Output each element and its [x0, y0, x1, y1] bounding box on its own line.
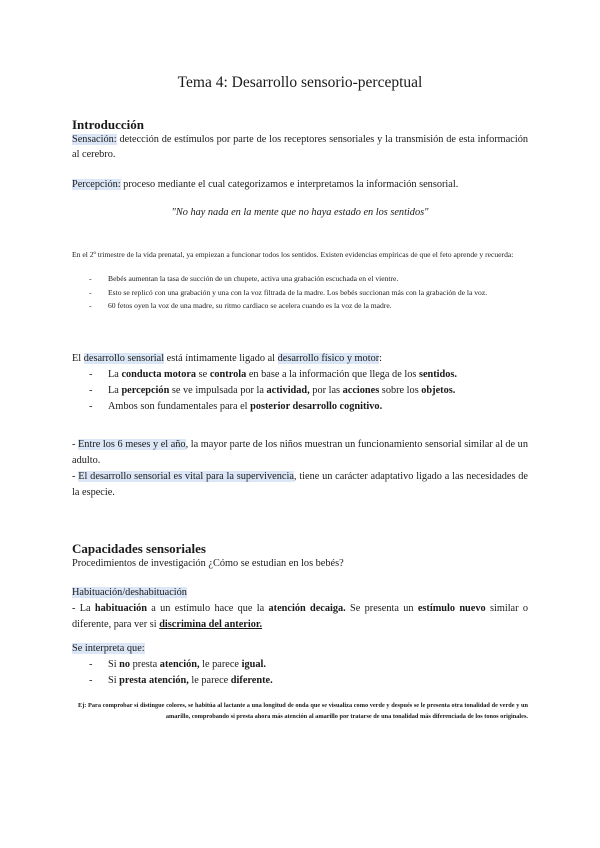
list-item: - Esto se replicó con una grabación y una con la voz filtrada de la madre. Los bebés succionan más con la grabación de la voz.: [89, 287, 488, 297]
highlight: Entre los 6 meses y el año: [78, 439, 186, 450]
list-item: - 60 fetos oyen la voz de una madre, su ritmo cardiaco se acelera cuando es la voz de la madre.: [89, 301, 392, 310]
list-item: - Si presta atención, le parece diferente.: [89, 675, 273, 686]
quote: "No hay nada en la mente que no haya estado en los sentidos": [171, 207, 429, 218]
percepcion-paragraph: [72, 177, 528, 192]
sensacion-paragraph: [72, 132, 528, 162]
ages-paragraph-1: - Entre los 6 meses y el año, la mayor parte de los niños muestran un funcionamiento sensorial similar al de un adulto.: [72, 439, 528, 466]
highlight: desarrollo sensorial: [83, 353, 165, 364]
prenatal-paragraph: En el 2º trimestre de la vida prenatal, ya empiezan a funcionar todos los sentidos. Existen evidencias empíricas de que el feto aprende y recuerda:: [72, 250, 514, 259]
habituacion-paragraph: - La habituación a un estímulo hace que la atención decaiga. Se presenta un estímulo nuevo similar o diferente, para ver si discrimina del anterior.: [72, 603, 528, 630]
highlight: desarrollo físico y motor: [277, 353, 380, 364]
sensacion-text: detección de estímulos por parte de los receptores sensoriales y la transmisión de esta información al cerebro.: [72, 134, 528, 160]
capacidades-subtitle: Procedimientos de investigación ¿Cómo se estudian en los bebés?: [72, 558, 344, 569]
list-item: - Ambos son fundamentales para el posterior desarrollo cognitivo.: [89, 401, 383, 412]
interpreta-heading: Se interpreta que:: [72, 643, 145, 654]
capacidades-heading: Capacidades sensoriales: [72, 541, 206, 556]
sensacion-term: Sensación:: [72, 134, 117, 145]
list-item: - La percepción se ve impulsada por la actividad, por las acciones sobre los objetos.: [89, 385, 456, 396]
example-note: Ej: Para comprobar si distingue colores, se habitúa al lactante a una longitud de onda que se visualiza como verde y después se le presenta otra tonalidad de verde y un amarillo, comprobando si presta ahora más atención al amarillo por tratarse de una tonalidad más diferenciada de los tonos originales.: [78, 702, 528, 720]
interpreta-list: [72, 657, 528, 689]
list-item: - Bebés aumentan la tasa de succión de un chupete, activa una grabación escuchada en el vientre.: [89, 274, 399, 283]
intro-heading: Introducción: [72, 117, 144, 132]
highlight: El desarrollo sensorial es vital para la supervivencia: [78, 471, 294, 482]
list-item: - La conducta motora se controla en base a la información que llega de los sentidos.: [89, 369, 458, 380]
page-title: Tema 4: Desarrollo sensorio-perceptual: [177, 74, 423, 91]
prenatal-list: [72, 273, 528, 312]
development-lead: El desarrollo sensorial está íntimamente ligado al desarrollo físico y motor:: [72, 353, 383, 364]
habituacion-heading: Habituación/deshabituación: [72, 587, 187, 598]
list-item: - Si no presta atención, le parece igual.: [89, 659, 266, 670]
percepcion-term: Percepción:: [72, 179, 121, 190]
development-list: [72, 367, 528, 415]
percepcion-text: proceso mediante el cual categorizamos e interpretamos la información sensorial.: [120, 179, 459, 190]
ages-paragraph-2: - El desarrollo sensorial es vital para la supervivencia, tiene un carácter adaptativo ligado a las necesidades de la especie.: [72, 471, 528, 498]
